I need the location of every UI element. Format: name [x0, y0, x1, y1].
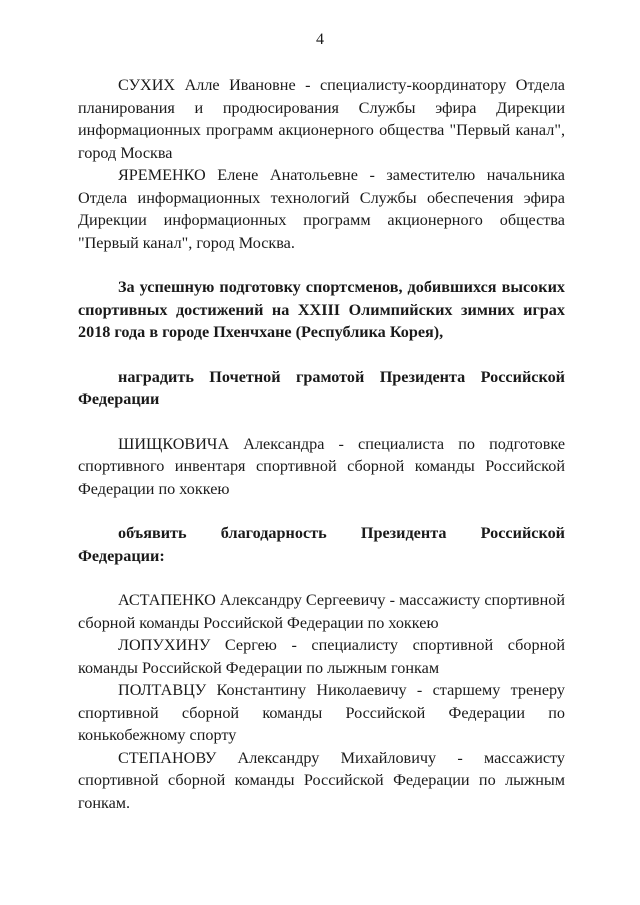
gratitude-entry-stepanovu: СТЕПАНОВУ Александру Михайловичу - массажисту спортивной сборной команды Российской Федерации по лыжным гонкам.: [78, 748, 565, 812]
award-entry-sukhikh: СУХИХ Алле Ивановне - специалисту-координатору Отдела планирования и продюсирования Службы эфира Дирекции информационных программ акционерного общества "Первый канал", город Москва: [78, 76, 565, 162]
gratitude-heading: объявить благодарность Президента Российской Федерации:: [78, 524, 565, 565]
page-number: 4: [316, 31, 324, 48]
award-entry-shishkovich: ШИЩКОВИЧА Александра - специалиста по подготовке спортивного инвентаря спортивной сборной команды Российской Федерации по хоккею: [78, 434, 565, 498]
award-heading: наградить Почетной грамотой Президента Российской Федерации: [78, 367, 565, 408]
gratitude-entry-lopukhinu: ЛОПУХИНУ Сергею - специалисту спортивной сборной команды Российской Федерации по лыжным гонкам: [78, 636, 565, 677]
gratitude-entry-poltavtsu: ПОЛТАВЦУ Константину Николаевичу - старшему тренеру спортивной сборной команды Российской Федерации по конькобежному спорту: [78, 681, 565, 744]
preamble-paragraph: За успешную подготовку спортсменов, добившихся высоких спортивных достижений на XXIII Олимпийских зимних играх 2018 года в городе Пхенчхане (Республика Корея),: [78, 278, 565, 341]
document-body: [78, 74, 565, 814]
award-entry-yaremenko: ЯРЕМЕНКО Елене Анатольевне - заместителю начальника Отдела информационных технологий Службы обеспечения эфира Дирекции информационных программ акционерного общества "Первый канал", город Москва.: [78, 166, 565, 252]
gratitude-entry-astapenko: АСТАПЕНКО Александру Сергеевичу - массажисту спортивной сборной команды Российской Федерации по хоккею: [78, 591, 565, 632]
